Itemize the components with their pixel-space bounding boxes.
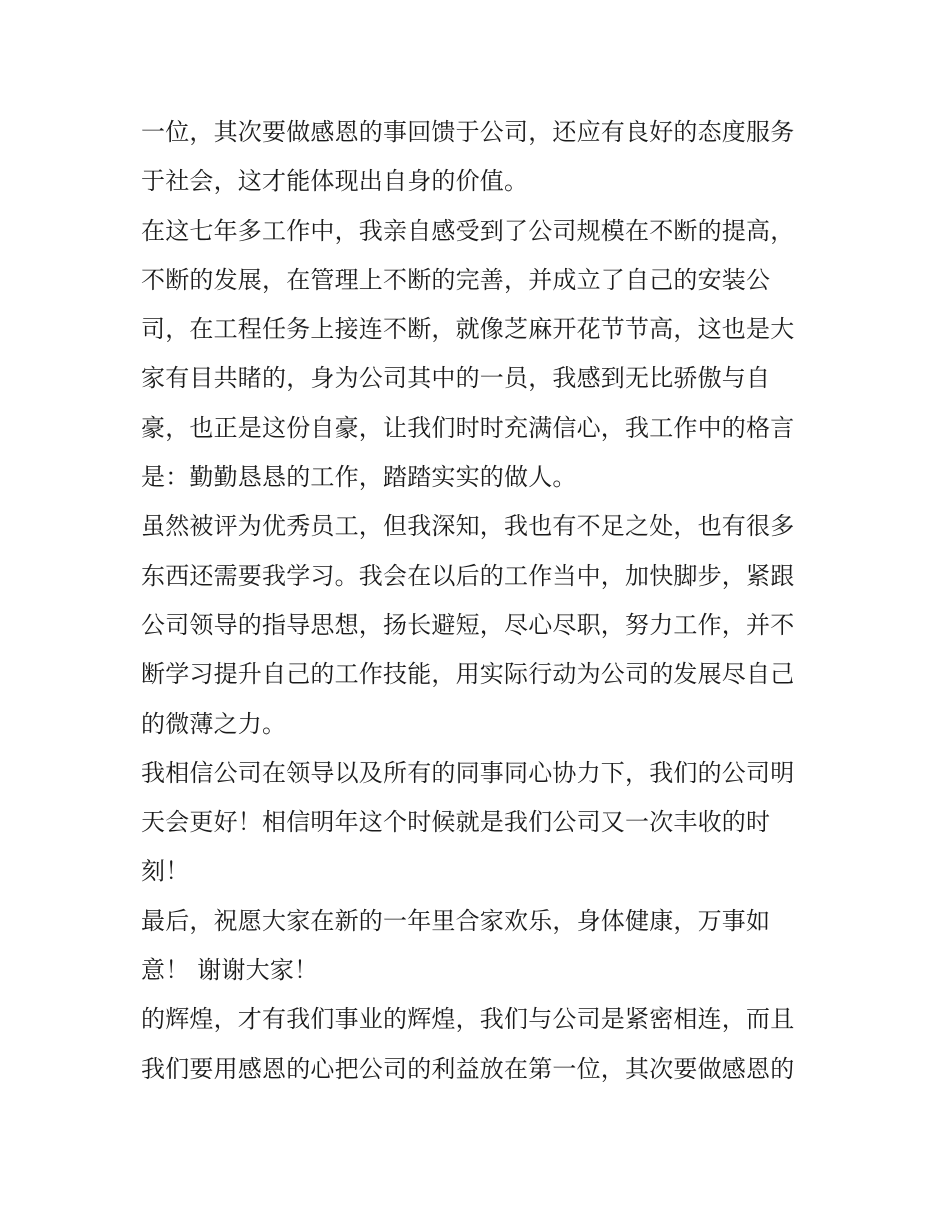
text-line: 的辉煌，才有我们事业的辉煌，我们与公司是紧密相连，而且 — [141, 1005, 795, 1034]
text-line: 是：勤勤恳恳的工作，踏踏实实的做人。 — [141, 463, 577, 492]
text-line: 我相信公司在领导以及所有的同事同心协力下，我们的公司明 — [141, 758, 795, 787]
text-line: 一位，其次要做感恩的事回馈于公司，还应有良好的态度服务 — [141, 118, 795, 146]
text-line: 虽然被评为优秀员工，但我深知，我也有不足之处，也有很多 — [141, 512, 795, 541]
text-line: 于社会，这才能体现出自身的价值。 — [141, 167, 529, 196]
text-line: 豪，也正是这份自豪，让我们时时充满信心，我工作中的格言 — [141, 413, 795, 442]
text-line: 东西还需要我学习。我会在以后的工作当中，加快脚步，紧跟 — [141, 561, 795, 590]
text-line: 意！ 谢谢大家！ — [141, 956, 319, 985]
text-line: 断学习提升自己的工作技能，用实际行动为公司的发展尽自己 — [141, 660, 795, 689]
text-line: 刻！ — [141, 857, 190, 886]
text-line: 司，在工程任务上接连不断，就像芝麻开花节节高，这也是大 — [141, 315, 795, 344]
text-line: 在这七年多工作中，我亲自感受到了公司规模在不断的提高， — [141, 216, 795, 245]
document-body — [141, 108, 821, 1094]
text-line: 我们要用感恩的心把公司的利益放在第一位，其次要做感恩的 — [141, 1054, 795, 1083]
text-line: 不断的发展，在管理上不断的完善，并成立了自己的安装公 — [141, 265, 771, 294]
text-line: 的微薄之力。 — [141, 709, 287, 738]
text-line: 家有目共睹的，身为公司其中的一员，我感到无比骄傲与自 — [141, 364, 771, 393]
text-line: 天会更好！相信明年这个时候就是我们公司又一次丰收的时 — [141, 808, 771, 837]
text-line: 公司领导的指导思想，扬长避短，尽心尽职，努力工作，并不 — [141, 610, 795, 639]
text-line: 最后，祝愿大家在新的一年里合家欢乐，身体健康，万事如 — [141, 906, 771, 935]
